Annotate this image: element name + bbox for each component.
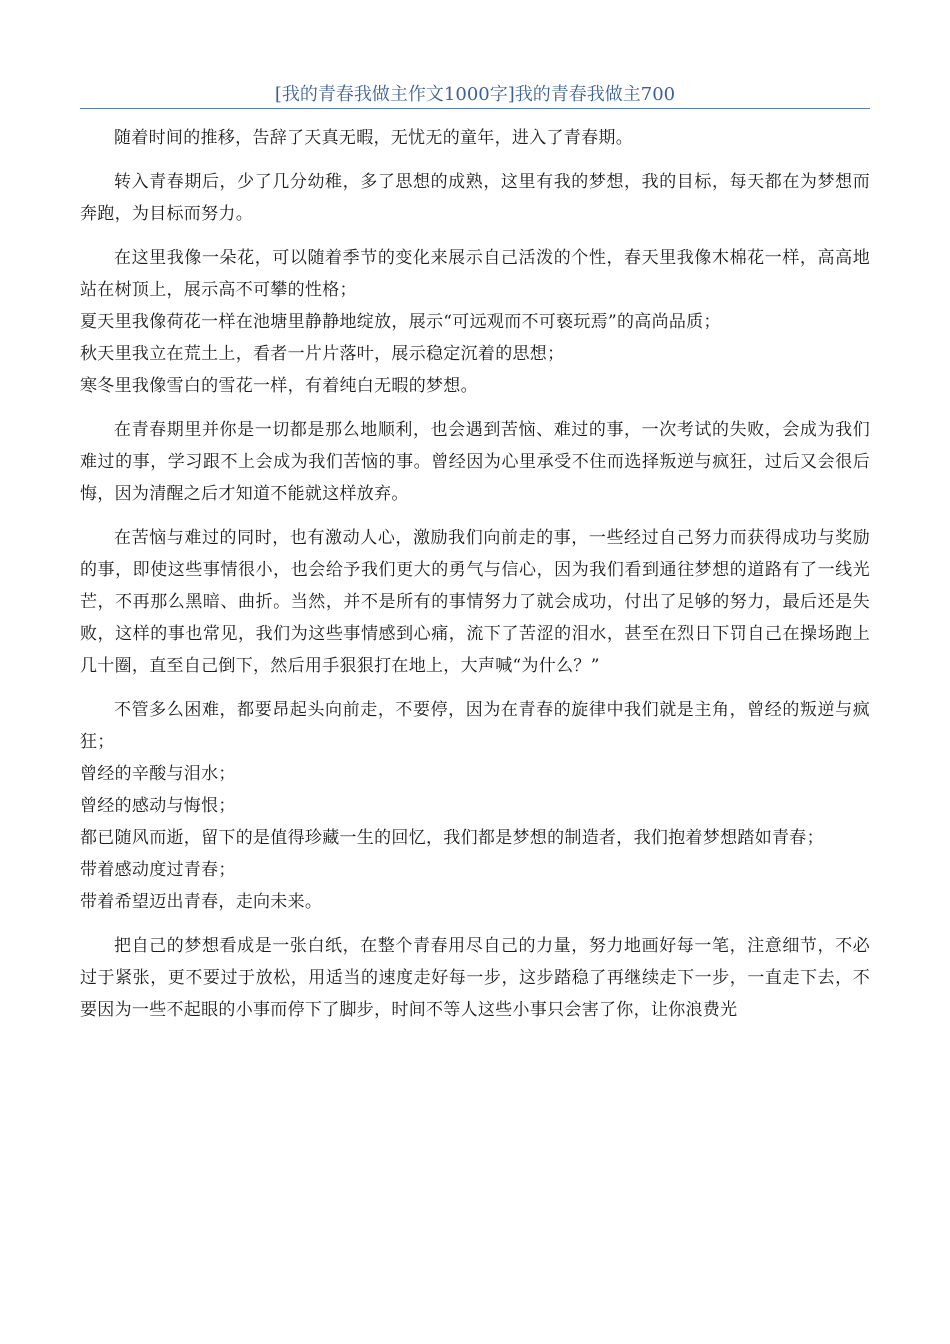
paragraph-3: 在这里我像一朵花，可以随着季节的变化来展示自己活泼的个性，春天里我像木棉花一样，高高地站在树顶上，展示高不可攀的性格； [80,248,870,300]
paragraph-15: 把自己的梦想看成是一张白纸，在整个青春用尽自己的力量，努力地画好每一笔，注意细节，不必过于紧张，更不要过于放松，用适当的速度走好每一步，这步踏稳了再继续走下一步，一直走下去，不要因为一些不起眼的小事而停下了脚步，时间不等人这些小事只会害了你，让你浪费光 [80,936,870,1020]
paragraph-12: 都已随风而逝，留下的是值得珍藏一生的回忆，我们都是梦想的制造者，我们抱着梦想踏如青春； [80,828,824,848]
paragraph-5: 秋天里我立在荒土上，看者一片片落叶，展示稳定沉着的思想； [80,344,565,364]
header-divider [80,108,870,109]
document-title: [我的青春我做主作文1000字]我的青春我做主700 [274,84,676,105]
paragraph-2: 转入青春期后，少了几分幼稚，多了思想的成熟，这里有我的梦想，我的目标，每天都在为梦想而奔跑，为目标而努力。 [80,172,870,224]
paragraph-13: 带着感动度过青春； [80,860,236,880]
paragraph-1: 随着时间的推移，告辞了天真无暇，无忧无的童年，进入了青春期。 [114,128,633,148]
paragraph-8: 在苦恼与难过的同时，也有激动人心，激励我们向前走的事，一些经过自己努力而获得成功与奖励的事，即使这些事情很小，也会给予我们更大的勇气与信心，因为我们看到通往梦想的道路有了一线光芒，不再那么黑暗、曲折。当然，并不是所有的事情努力了就会成功，付出了足够的努力，最后还是失败，这样的事也常见，我们为这些事情感到心痛，流下了苦涩的泪水，甚至在烈日下罚自己在操场跑上几十圈，直至自己倒下，然后用手狠狠打在地上，大声喊“为什么？” [80,528,870,676]
paragraph-11: 曾经的感动与悔恨； [80,796,236,816]
paragraph-7: 在青春期里并你是一切都是那么地顺利，也会遇到苦恼、难过的事，一次考试的失败，会成为我们难过的事，学习跟不上会成为我们苦恼的事。曾经因为心里承受不住而选择叛逆与疯狂，过后又会很后悔，因为清醒之后才知道不能就这样放弃。 [80,420,870,504]
paragraph-14: 带着希望迈出青春，走向未来。 [80,892,323,912]
paragraph-10: 曾经的辛酸与泪水； [80,764,236,784]
document-body [80,122,870,1026]
paragraph-4: 夏天里我像荷花一样在池塘里静静地绽放，展示“可远观而不可亵玩焉”的高尚品质； [80,312,721,332]
paragraph-6: 寒冬里我像雪白的雪花一样，有着纯白无暇的梦想。 [80,376,478,396]
paragraph-9: 不管多么困难，都要昂起头向前走，不要停，因为在青春的旋律中我们就是主角，曾经的叛逆与疯狂； [80,700,870,752]
